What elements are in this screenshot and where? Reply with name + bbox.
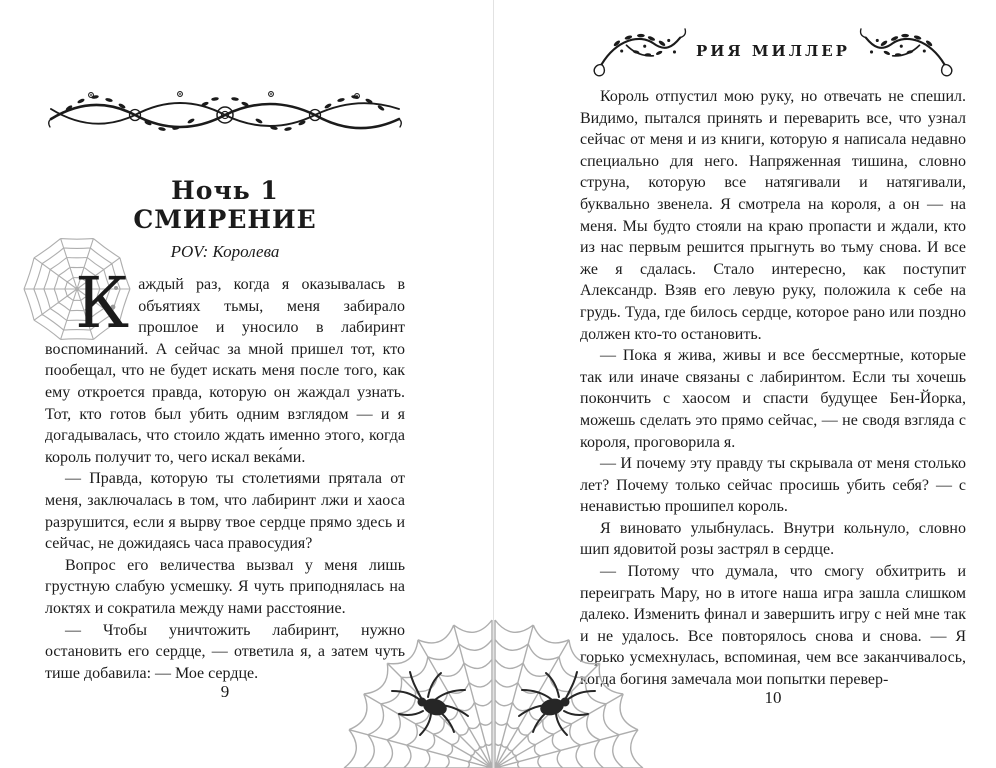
chapter-title: Ночь 1 bbox=[171, 176, 279, 205]
spiderweb-left-icon bbox=[340, 613, 495, 768]
chapter-subtitle: СМИРЕНИЕ bbox=[133, 205, 317, 234]
paragraph: — Потому что думала, что смогу обхитрить и переиграть Мару, но в итоге наша игра зашла слишком далеко. Изменить финал и завершить игру с ней мне так и не удалось. Все повторялось снова и снова. — Я горько усмехнулась, вспоминая, чем все заканчивалось, когда богиня замечала мои попытки перевер- bbox=[580, 563, 966, 689]
paragraph: Король отпустил мою руку, но отвечать не спешил. Видимо, пытался принять и переварить все, что узнал сейчас от меня и из книги, которую я написала недавно специально для него. Напряженная тишина, словно струна, которую все натягивали и натягивали, буквально звенела. Я смотрела на короля, а он — на меня. Мы будто стояли на краю пропасти и ждали, кто из нас первым решится прыгнуть во тьму снова. И все же я сдалась. Стало интересно, как поступит Александр. Взяв его левую руку, положила к себе на грудь. Туда, где билось сердце, которое рано или поздно должен кто-то остановить. bbox=[580, 88, 966, 343]
running-head-title: РИЯ МИЛЛЕР bbox=[696, 42, 850, 60]
paragraph bbox=[45, 262, 405, 468]
paragraph: Вопрос его величества вызвал у меня лишь грустную слабую усмешку. Я чуть приподнялась на локтях и сократила между нами расстояние. bbox=[45, 556, 405, 617]
paragraph-text: аждый раз, когда я оказывалась в объятиях тьмы, меня забирало прошлое и уносило в лабиринт воспоминаний. А сейчас за мной пришел тот, кто пообещал, что не будет искать меня после того, как ему откроется правда, которую он жаждал узнать. Тот, кто готов был убить одним взглядом — и я догадывалась, что стоило ждать именно этого, когда король получит то, чего искал века́ми. bbox=[45, 276, 405, 466]
spider-icon bbox=[519, 672, 595, 735]
vine-divider-icon bbox=[45, 88, 405, 136]
paragraph: — Чтобы уничтожить лабиринт, нужно остановить его сердце, — ответила я, а затем чуть тише добавила: — Мое сердце. bbox=[45, 621, 405, 682]
spider-icon bbox=[392, 672, 468, 735]
page-number: 10 bbox=[764, 688, 782, 707]
paragraph: — Правда, которую ты столетиями прятала от меня, заключалась в том, что лабиринт лжи и хаоса разрушится, если я вырву твое сердце прямо здесь и сейчас, не дожидаясь часа правосудия? bbox=[45, 470, 405, 553]
pov-label: POV: Королева bbox=[170, 242, 280, 261]
spiderweb-right-icon bbox=[492, 613, 647, 768]
paragraph: — Пока я жива, живы и все бессмертные, которые так или иначе связаны с лабиринтом. Если ты хочешь покончить с хаосом и спасти будущее Бен-Йорка, можешь сделать это прямо сейчас, — не сводя взгляда с короля, проговорила я. bbox=[580, 347, 966, 451]
running-head bbox=[580, 26, 966, 76]
paragraph: — И почему эту правду ты скрывала от меня столько лет? Почему только сейчас просишь убить себя? — с ненавистью прошипел король. bbox=[580, 455, 966, 516]
page-number: 9 bbox=[220, 682, 230, 701]
drop-cap: К bbox=[75, 262, 130, 344]
paragraph: Я виновато улыбнулась. Внутри кольнуло, словно шип ядовитой розы застрял в сердце. bbox=[580, 519, 966, 559]
vine-flourish-icon bbox=[860, 26, 956, 76]
vine-flourish-icon bbox=[590, 26, 686, 76]
right-page-body bbox=[580, 86, 966, 691]
